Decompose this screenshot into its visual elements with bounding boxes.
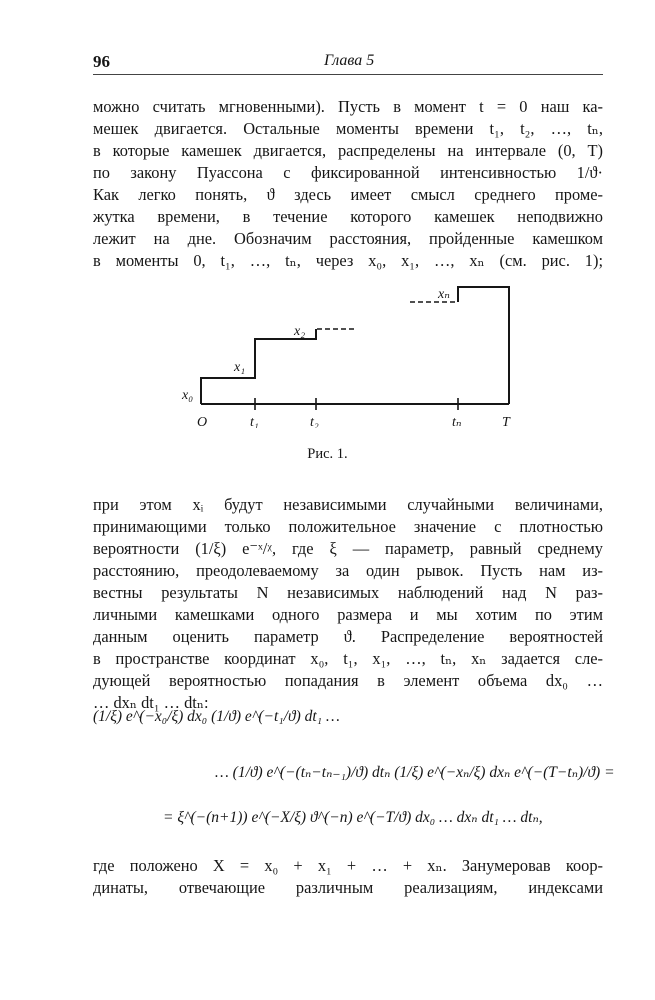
text-line: личными камешками одного размера и мы хотим по этим [93, 605, 603, 624]
label-t1: t₁ [250, 415, 259, 428]
text-line: в моменты 0, t₁, …, tₙ, через x₀, x₁, …, xₙ (см. рис. 1); [93, 251, 603, 270]
text-line: Как легко понять, ϑ здесь имеет смысл среднего проме- [93, 185, 603, 204]
text-line: в которые камешек двигается, распределены на интервале (0, T) [93, 141, 603, 160]
displacement-steps [201, 329, 316, 404]
paragraph-1 [93, 96, 603, 272]
text-line: можно считать мгновенными). Пусть в момент t = 0 наш ка- [93, 97, 603, 116]
figure-1-step-diagram [176, 278, 521, 428]
text-line: где положено X = x₀ + x₁ + … + xₙ. Занумеровав коор- [93, 856, 603, 875]
label-x0: x₀ [182, 388, 194, 403]
header-rule [93, 74, 603, 75]
label-T: T [502, 415, 510, 428]
final-step [458, 287, 509, 404]
chapter-title: Глава 5 [324, 52, 375, 69]
text-line: по закону Пуассона с фиксированной интенсивностью 1/ϑ· [93, 163, 603, 182]
paragraph-3 [93, 855, 603, 899]
text-line: при этом xᵢ будут независимыми случайными величинами, [93, 495, 603, 514]
text-line: в пространстве координат x₀, t₁, x₁, …, tₙ, xₙ задается сле- [93, 649, 603, 668]
label-t2: t₂ [310, 415, 319, 428]
label-xn: xₙ [438, 287, 450, 302]
text-line: расстоянию, преодолеваемому за один рывок. Пусть нам из- [93, 561, 603, 580]
text-line: вестны результаты N независимых наблюдений над N раз- [93, 583, 603, 602]
equation-line-3: = ξ^(−(n+1)) e^(−X/ξ) ϑ^(−n) e^(−T/ϑ) dx₀ … dxₙ dt₁ … dtₙ, [163, 809, 543, 826]
page-number: 96 [93, 52, 110, 71]
text-line: данным оценить параметр ϑ. Распределение вероятностей [93, 627, 603, 646]
text-line: … dxₙ dt₁ … dtₙ: [93, 693, 209, 712]
figure-caption: Рис. 1. [307, 446, 348, 462]
text-line: динаты, отвечающие различным реализациям, индексами [93, 878, 603, 897]
label-x2: x₂ [294, 324, 306, 339]
text-line: вероятности (1/ξ) e⁻ˣ/ᵡ, где ξ — параметр, равный среднему [93, 539, 603, 558]
text-line: принимающими только положительное значение с плотностью [93, 517, 603, 536]
equation-line-1: (1/ξ) e^(−x₀/ξ) dx₀ (1/ϑ) e^(−t₁/ϑ) dt₁ … [93, 708, 340, 725]
label-origin: O [197, 415, 208, 428]
text-line: лежит на дне. Обозначим расстояния, пройденные камешком [93, 229, 603, 248]
text-line: жутка времени, в течение которого камешек неподвижно [93, 207, 603, 226]
label-tn: tₙ [452, 415, 462, 428]
equation-line-2: … (1/ϑ) e^(−(tₙ−tₙ₋₁)/ϑ) dtₙ (1/ξ) e^(−xₙ/ξ) dxₙ e^(−(T−tₙ)/ϑ) = [215, 764, 615, 781]
text-line: мешек двигается. Остальные моменты времени t₁, t₂, …, tₙ, [93, 119, 603, 138]
text-line: дующей вероятностью попадания в элемент объема dx₀ … [93, 671, 603, 690]
paragraph-2 [93, 494, 603, 714]
label-x1: x₁ [234, 360, 246, 375]
